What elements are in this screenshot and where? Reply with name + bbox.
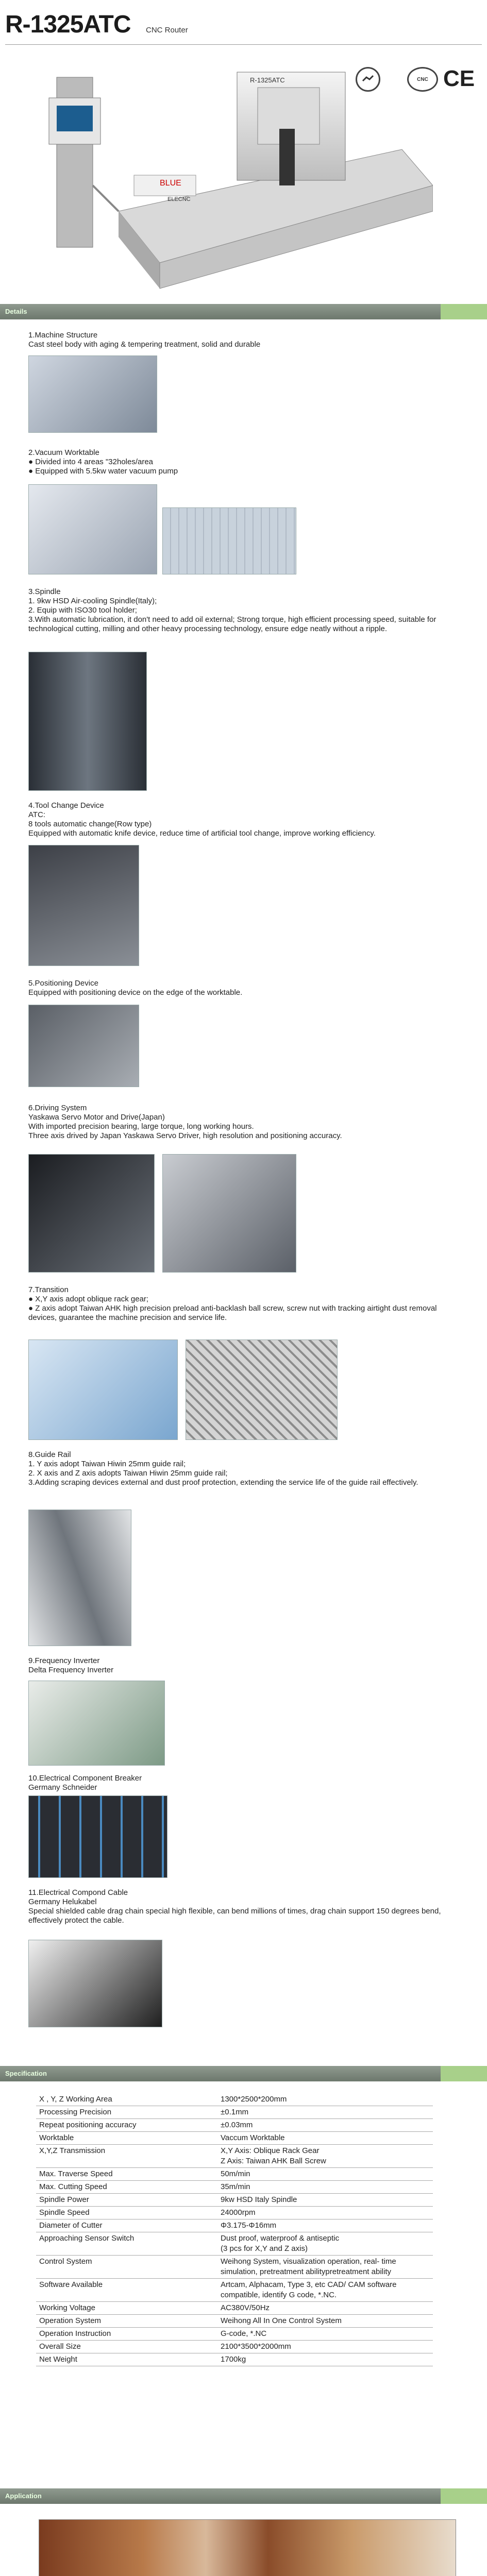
spec-value: Vaccum Worktable — [217, 2132, 433, 2145]
spec-row — [36, 2219, 433, 2232]
spec-key: Repeat positioning accuracy — [36, 2119, 217, 2132]
machine-brand-label: BLUE — [160, 179, 181, 188]
section-line: Cast steel body with aging & tempering treatment, solid and durable — [28, 340, 261, 349]
section-title: 9.Frequency Inverter — [28, 1656, 100, 1665]
spec-key: Spindle Speed — [36, 2207, 217, 2219]
photo-vacuum-pump — [28, 484, 157, 574]
spec-value: ±0.1mm — [217, 2106, 433, 2119]
section-title: 8.Guide Rail — [28, 1450, 71, 1459]
spec-row — [36, 2181, 433, 2194]
spec-key: X,Y,Z Transmission — [36, 2145, 217, 2168]
application-photo-row-1 — [39, 2519, 456, 2576]
spec-key: Max. Traverse Speed — [36, 2168, 217, 2181]
photo-ball-screw — [28, 1340, 178, 1440]
spec-value: 1700kg — [217, 2353, 433, 2366]
spec-key: Approaching Sensor Switch — [36, 2232, 217, 2256]
specification-band: Specification — [0, 2066, 487, 2081]
spec-key: Overall Size — [36, 2341, 217, 2353]
spec-row — [36, 2341, 433, 2353]
photo-servo-drive — [162, 1154, 296, 1273]
spec-row — [36, 2106, 433, 2119]
section-line: ● X,Y axis adopt oblique rack gear; — [28, 1295, 149, 1303]
spec-value: 1300*2500*200mm — [217, 2093, 433, 2106]
section-line: Equipped with positioning device on the edge of the worktable. — [28, 988, 243, 997]
details-band: Details — [0, 304, 487, 319]
spec-row — [36, 2328, 433, 2341]
spec-value: 35m/min — [217, 2181, 433, 2194]
spec-key: X , Y, Z Working Area — [36, 2093, 217, 2106]
photo-machine-structure — [28, 355, 157, 433]
machine-model-label: R-1325ATC — [250, 76, 285, 84]
spec-key: Control System — [36, 2256, 217, 2279]
section-title: 10.Electrical Component Breaker — [28, 1774, 142, 1783]
machine-maker-label: ELECNC — [167, 196, 191, 202]
section-line: 1. Y axis adopt Taiwan Hiwin 25mm guide rail; — [28, 1460, 186, 1468]
section-title: 5.Positioning Device — [28, 979, 98, 988]
spec-row — [36, 2353, 433, 2366]
spec-row — [36, 2302, 433, 2315]
section-line: 2. X axis and Z axis adopts Taiwan Hiwin 25mm guide rail; — [28, 1469, 228, 1478]
spec-row — [36, 2279, 433, 2302]
section-line: 1. 9kw HSD Air-cooling Spindle(Italy); — [28, 597, 157, 605]
spec-value: 50m/min — [217, 2168, 433, 2181]
photo-positioning-device — [28, 1005, 139, 1087]
spec-row — [36, 2256, 433, 2279]
spec-key: Max. Cutting Speed — [36, 2181, 217, 2194]
spec-row — [36, 2315, 433, 2328]
section-line: Yaskawa Servo Motor and Drive(Japan) — [28, 1113, 165, 1122]
section-line: 3.With automatic lubrication, it don't need to add oil external; Strong torque, high efficient processing speed, suitable for technological cutting, milling and other heavy processing technology, ensure edge neatly without a ripple. — [28, 615, 436, 633]
page-title: R-1325ATC — [5, 11, 131, 38]
spec-value: Dust proof, waterproof & antiseptic (3 pcs for X,Y and Z axis) — [217, 2232, 433, 2256]
title-divider — [5, 44, 482, 45]
spec-value: Weihong System, visualization operation, real- time simulation, pretreatment abilitypretreatment ability — [217, 2256, 433, 2279]
spec-value: Φ3.175-Φ16mm — [217, 2219, 433, 2232]
section-driving-system — [28, 1104, 461, 1141]
section-title: 6.Driving System — [28, 1104, 87, 1112]
section-line: Special shielded cable drag chain special high flexible, can bend millions of times, drag chain support 150 degrees bend, effectively protect the cable. — [28, 1907, 441, 1925]
spec-key: Working Voltage — [36, 2302, 217, 2315]
section-line: ATC: — [28, 810, 46, 819]
spec-value: 24000rpm — [217, 2207, 433, 2219]
section-vacuum-worktable — [28, 448, 461, 476]
spec-row — [36, 2168, 433, 2181]
section-machine-structure — [28, 331, 461, 349]
spec-row — [36, 2145, 433, 2168]
section-guide-rail — [28, 1450, 461, 1487]
section-transition — [28, 1285, 461, 1323]
photo-guide-rail — [28, 1510, 131, 1646]
machine-illustration — [41, 57, 433, 294]
section-line: 2. Equip with ISO30 tool holder; — [28, 606, 137, 615]
section-frequency-inverter — [28, 1656, 461, 1675]
section-line: Equipped with automatic knife device, reduce time of artificial tool change, improve working efficiency. — [28, 829, 376, 838]
spec-key: Processing Precision — [36, 2106, 217, 2119]
spec-key: Operation System — [36, 2315, 217, 2328]
page-header — [0, 0, 487, 304]
spec-value: AC380V/50Hz — [217, 2302, 433, 2315]
spec-key: Operation Instruction — [36, 2328, 217, 2341]
spec-value: Weihong All In One Control System — [217, 2315, 433, 2328]
section-title: 4.Tool Change Device — [28, 801, 104, 810]
section-line: With imported precision bearing, large torque, long working hours. — [28, 1122, 254, 1131]
photo-frequency-inverter — [28, 1681, 165, 1766]
section-line: Germany Schneider — [28, 1783, 97, 1792]
section-title: 7.Transition — [28, 1285, 69, 1294]
photo-breaker — [28, 1795, 167, 1878]
spec-row — [36, 2194, 433, 2207]
section-tool-change — [28, 801, 461, 838]
section-spindle — [28, 587, 461, 634]
spec-row — [36, 2232, 433, 2256]
section-title: 2.Vacuum Worktable — [28, 448, 99, 457]
section-line: ● Divided into 4 areas "32holes/area — [28, 457, 154, 466]
spec-row — [36, 2093, 433, 2106]
spec-value: Artcam, Alphacam, Type 3, etc CAD/ CAM software compatible, identify G code, *.NC. — [217, 2279, 433, 2302]
spec-value: G-code, *.NC — [217, 2328, 433, 2341]
photo-spindle — [28, 652, 147, 791]
application-band: Application — [0, 2488, 487, 2504]
section-line: 3.Adding scraping devices external and dust proof protection, extending the service life of the guide rail effectively. — [28, 1478, 418, 1487]
ce-mark: CE — [443, 66, 475, 91]
spec-table — [36, 2093, 433, 2366]
spec-value: X,Y Axis: Oblique Rack Gear Z Axis: Taiwan AHK Ball Screw — [217, 2145, 433, 2168]
section-title: 11.Electrical Compond Cable — [28, 1888, 128, 1897]
spec-value: 9kw HSD Italy Spindle — [217, 2194, 433, 2207]
photo-rack-gear — [186, 1340, 338, 1440]
spec-key: Spindle Power — [36, 2194, 217, 2207]
section-cable — [28, 1888, 461, 1925]
section-line: ● Z axis adopt Taiwan AHK high precision preload anti-backlash ball screw, screw nut with tracking airtight dust removal devices, guarantee the machine precision and service life. — [28, 1304, 437, 1322]
spec-key: Diameter of Cutter — [36, 2219, 217, 2232]
section-line: 8 tools automatic change(Row type) — [28, 820, 152, 828]
section-title: 3.Spindle — [28, 587, 61, 596]
section-line: Delta Frequency Inverter — [28, 1666, 114, 1674]
spec-row — [36, 2132, 433, 2145]
spec-key: Net Weight — [36, 2353, 217, 2366]
section-line: ● Equipped with 5.5kw water vacuum pump — [28, 467, 178, 476]
section-title: 1.Machine Structure — [28, 331, 98, 340]
spec-row — [36, 2119, 433, 2132]
photo-drag-chain — [28, 1940, 162, 2027]
spec-row — [36, 2207, 433, 2219]
spec-key: Software Available — [36, 2279, 217, 2302]
section-line: Three axis drived by Japan Yaskawa Servo Driver, high resolution and positioning accuracy. — [28, 1131, 342, 1140]
page-subtitle: CNC Router — [146, 26, 188, 35]
photo-vacuum-table — [162, 507, 296, 574]
section-positioning-device — [28, 979, 461, 997]
section-line: Germany Helukabel — [28, 1897, 97, 1906]
spec-value: 2100*3500*2000mm — [217, 2341, 433, 2353]
spec-key: Worktable — [36, 2132, 217, 2145]
cnc-cert-badge: CNC — [407, 67, 438, 92]
section-breaker — [28, 1774, 461, 1792]
photo-tool-change — [28, 845, 139, 966]
spec-value: ±0.03mm — [217, 2119, 433, 2132]
photo-servo-motor — [28, 1154, 155, 1273]
